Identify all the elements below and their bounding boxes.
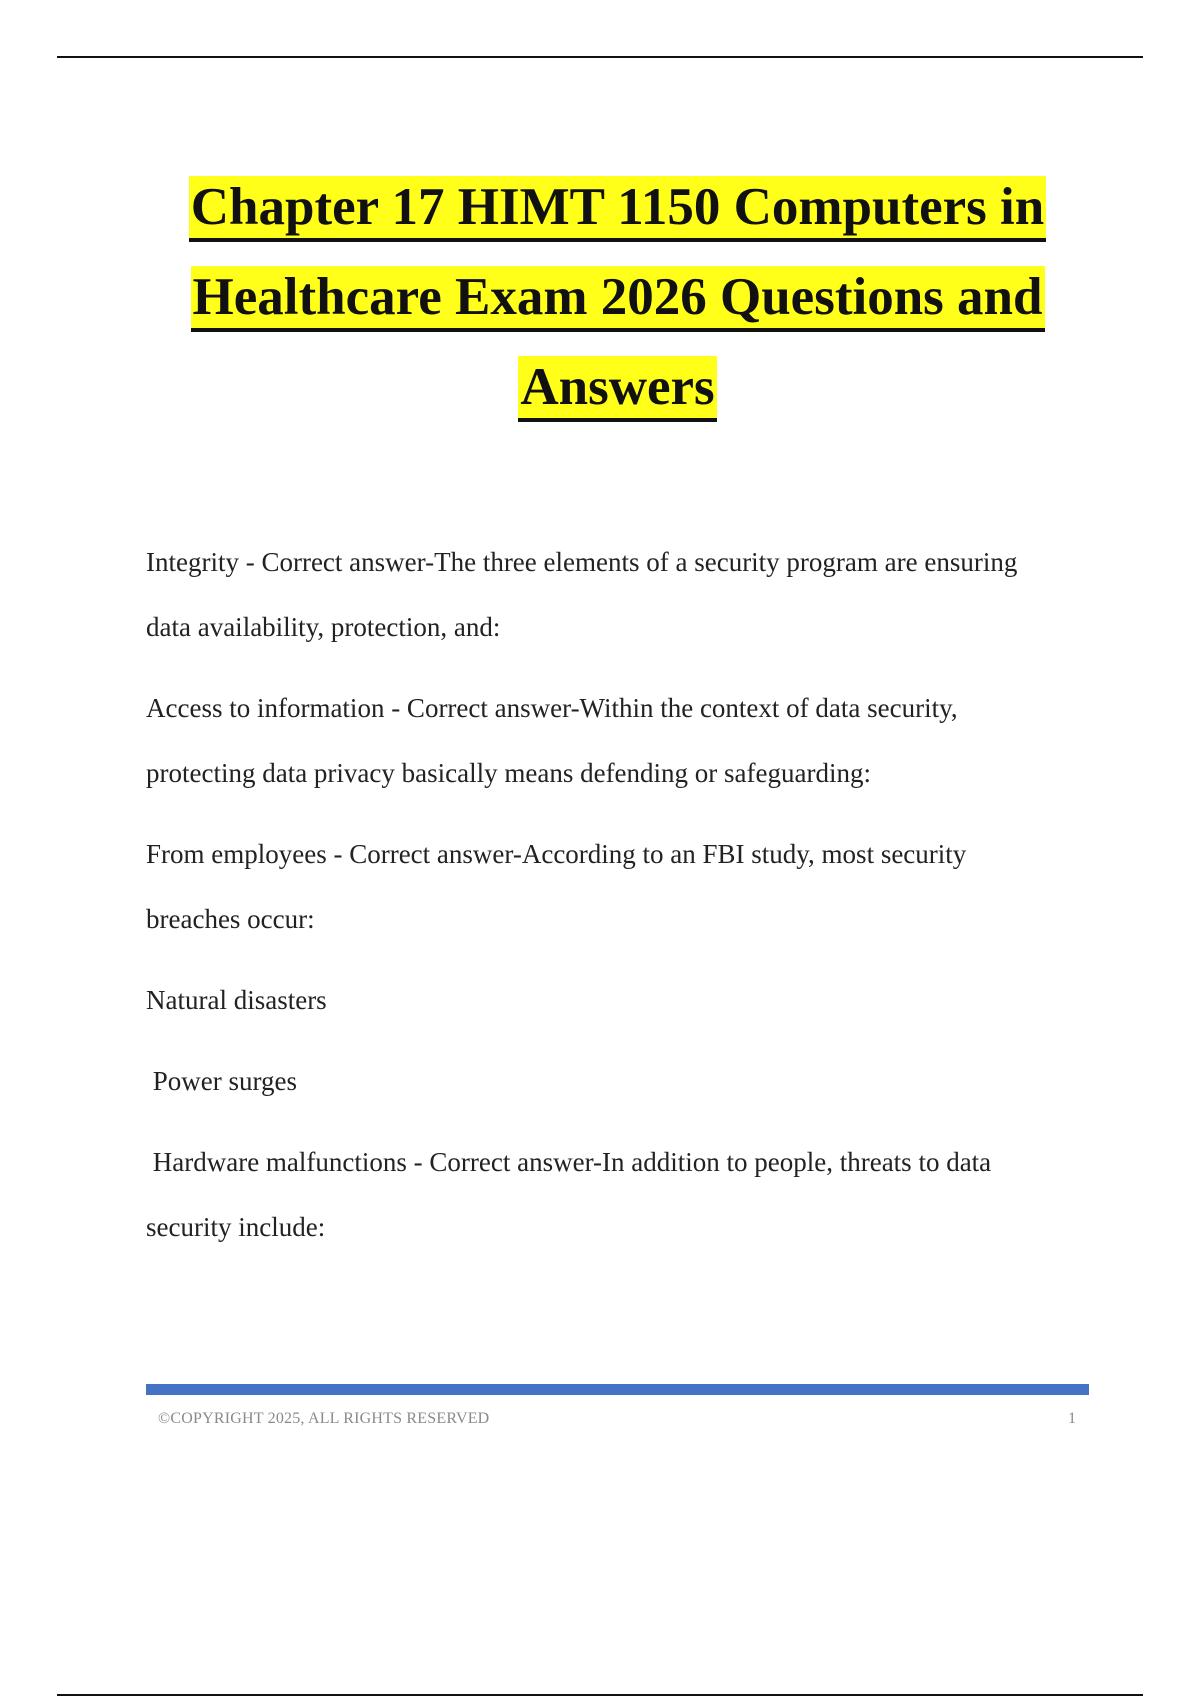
qa-entry [146, 822, 1106, 952]
qa-entry [146, 530, 1106, 660]
title-row [100, 356, 1135, 446]
title-row [100, 266, 1135, 356]
qa-entry [146, 968, 1106, 1033]
qa-line: protecting data privacy basically means defending or safeguarding: [146, 758, 871, 788]
qa-line: From employees - Correct answer-According to an FBI study, most security [146, 839, 967, 869]
qa-line: Integrity - Correct answer-The three elements of a security program are ensuring [146, 547, 1018, 577]
footer-divider-bar [146, 1384, 1089, 1395]
qa-line: Power surges [146, 1066, 297, 1096]
document-title [100, 176, 1135, 446]
qa-line: data availability, protection, and: [146, 612, 501, 642]
title-line-3: Answers [518, 356, 716, 422]
qa-line: Access to information - Correct answer-Within the context of data security, [146, 693, 958, 723]
title-row [100, 176, 1135, 266]
page-number: 1 [1068, 1410, 1076, 1427]
qa-line: Hardware malfunctions - Correct answer-In addition to people, threats to data [146, 1147, 992, 1177]
qa-list [146, 530, 1106, 1276]
bottom-rule [57, 1694, 1143, 1696]
title-line-2: Healthcare Exam 2026 Questions and [191, 266, 1045, 332]
qa-entry [146, 1049, 1106, 1114]
qa-line: security include: [146, 1212, 326, 1242]
qa-entry [146, 676, 1106, 806]
top-rule [57, 56, 1143, 58]
footer-copyright: ©COPYRIGHT 2025, ALL RIGHTS RESERVED [158, 1410, 490, 1427]
qa-entry [146, 1130, 1106, 1260]
qa-line: Natural disasters [146, 985, 327, 1015]
qa-line: breaches occur: [146, 904, 315, 934]
title-line-1: Chapter 17 HIMT 1150 Computers in [189, 176, 1046, 242]
